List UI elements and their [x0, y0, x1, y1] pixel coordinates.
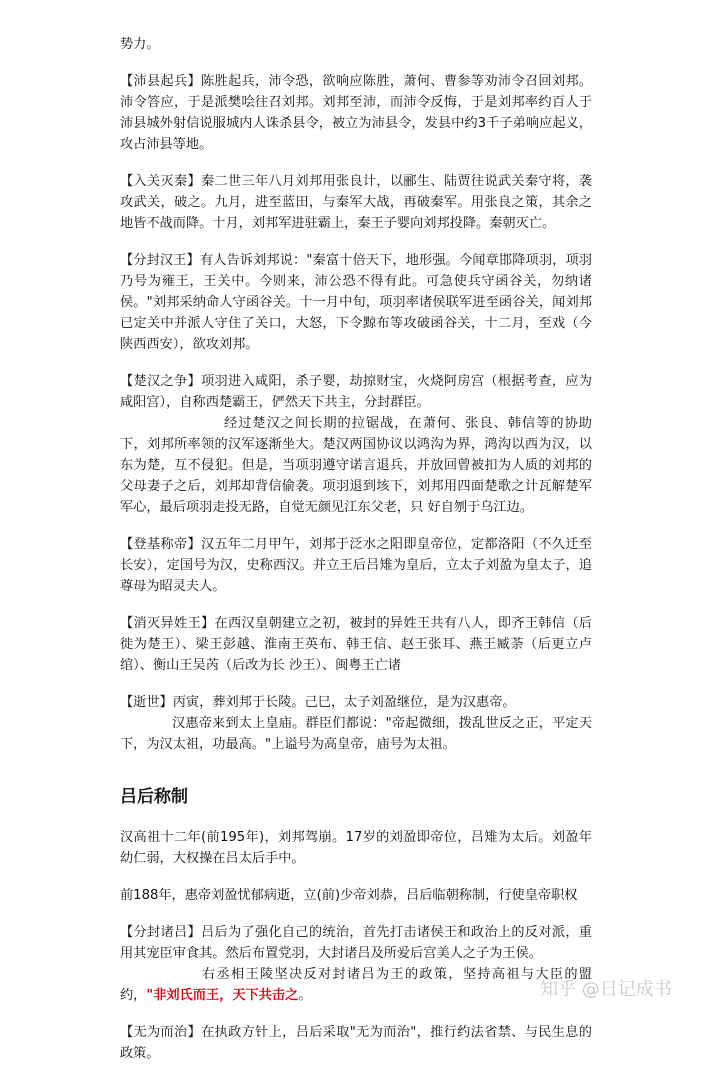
red-quote: "非刘氏而王，天下共击之	[146, 988, 299, 1003]
paragraph-han-king: 【分封汉王】有人告诉刘邦说："秦富十倍天下，地形强。今闻章邯降项羽，项羽乃号为雍王，王关中。今则来，沛公恐不得有此。可急使兵守函谷关，勿纳诸侯。"刘邦采纳命人守函谷关。十一月中旬，项羽率诸侯联军进至函谷关，闻刘邦已定关中并派人守住了关口，大怒，下令黥布等攻破函谷关，十二月，至戏（今陕西西安），欲攻刘邦。	[120, 253, 592, 352]
paragraph-enthronement: 【登基称帝】汉五年二月甲午，刘邦于泛水之阳即皇帝位，定都洛阳（不久迁至长安），定国号为汉，史称西汉。并立王后吕雉为皇后，立太子刘盈为皇太子，追尊母为昭灵夫人。	[120, 537, 592, 594]
paragraph-death-cont: 汉惠帝来到太上皇庙。群臣们都说："帝起微细，拨乱世反之正，平定天下，为汉太祖，功最高。"上谥号为高皇帝，庙号为太祖。	[120, 716, 592, 752]
paragraph-eliminate-kings: 【消灭异姓王】在西汉皇朝建立之初，被封的异姓王共有八人，即齐王韩信（后徙为楚王）、梁王彭越、淮南王英布、韩王信、赵王张耳、燕王臧荼（后更立卢绾）、衡山王吴芮（后改为长 沙王）、闽粤王亡诸	[120, 616, 592, 673]
paragraph-empress-regency: 汉高祖十二年(前195年)，刘邦驾崩。17岁的刘盈即帝位，吕雉为太后。刘盈年幼仁弱，大权操在吕太后手中。	[120, 830, 592, 866]
paragraph-chu-han-war: 【楚汉之争】项羽进入咸阳，杀子婴，劫掠财宝，火烧阿房宫（根据考查，应为咸阳宫），自称西楚霸王，俨然天下共主，分封群臣。	[120, 374, 592, 410]
paragraph-enfeoff-lu: 【分封诸吕】吕后为了强化自己的统治，首先打击诸侯王和政治上的反对派，重用其宠臣审食其。然后布置党羽，大封诸吕及所爱后宫美人之子为王侯。	[120, 925, 592, 961]
paragraph-huidi-death: 前188年，惠帝刘盈忧郁病逝，立(前)少帝刘恭，吕后临朝称制，行使皇帝职权	[120, 888, 578, 903]
paragraph-continuation: 势力。	[120, 37, 160, 52]
paragraph-death: 【逝世】丙寅，葬刘邦于长陵。己巳，太子刘盈继位，是为汉惠帝。	[120, 695, 516, 710]
section-heading: 吕后称制	[120, 787, 188, 807]
wang-ling-text: 右丞相王陵坚决反对封诸吕为王的政策，坚持高祖与大臣的盟约，	[120, 967, 592, 1003]
paragraph-enter-pass: 【入关灭秦】秦二世三年八月刘邦用张良计，以郦生、陆贾往说武关秦守将，袭攻武关，破之。九月，进至蓝田，与秦军大战，再破秦军。用张良之策，其余之地皆不战而降。十月，刘邦军进驻霸上，秦王子婴向刘邦投降。秦朝灭亡。	[120, 174, 592, 231]
paragraph-chu-han-war-cont: 经过楚汉之间长期的拉锯战，在萧何、张良、韩信等的协助下，刘邦所率领的汉军逐渐坐大。楚汉两国协议以鸿沟为界，鸿沟以西为汉，以东为楚，互不侵犯。但是，当项羽遵守诺言退兵，并放回曾被扣为人质的刘邦的父母妻子之后，刘邦却背信偷袭。项羽退到垓下，刘邦用四面楚歌之计瓦解楚军军心，最后项羽走投无路，自觉无颜见江东父老，只 好自刎于乌江边。	[120, 416, 592, 515]
paragraph-peixian-uprising: 【沛县起兵】陈胜起兵，沛令恐，欲响应陈胜，萧何、曹参等劝沛令召回刘邦。沛令答应，于是派樊哙往召刘邦。刘邦至沛，而沛令反悔，于是刘邦率约百人于沛县城外射信说服城内人诛杀县令，被立为沛县令，发县中约3千子弟响应起义，攻占沛县等地。	[120, 74, 592, 152]
period: 。	[298, 988, 312, 1003]
zhihu-watermark: 知乎 @日记成书	[540, 979, 672, 1000]
paragraph-wang-ling	[120, 964, 592, 1006]
document-body	[120, 34, 592, 1080]
paragraph-wuwei: 【无为而治】在执政方针上，吕后采取"无为而治"，推行约法省禁、与民生息的政策。	[120, 1025, 592, 1061]
